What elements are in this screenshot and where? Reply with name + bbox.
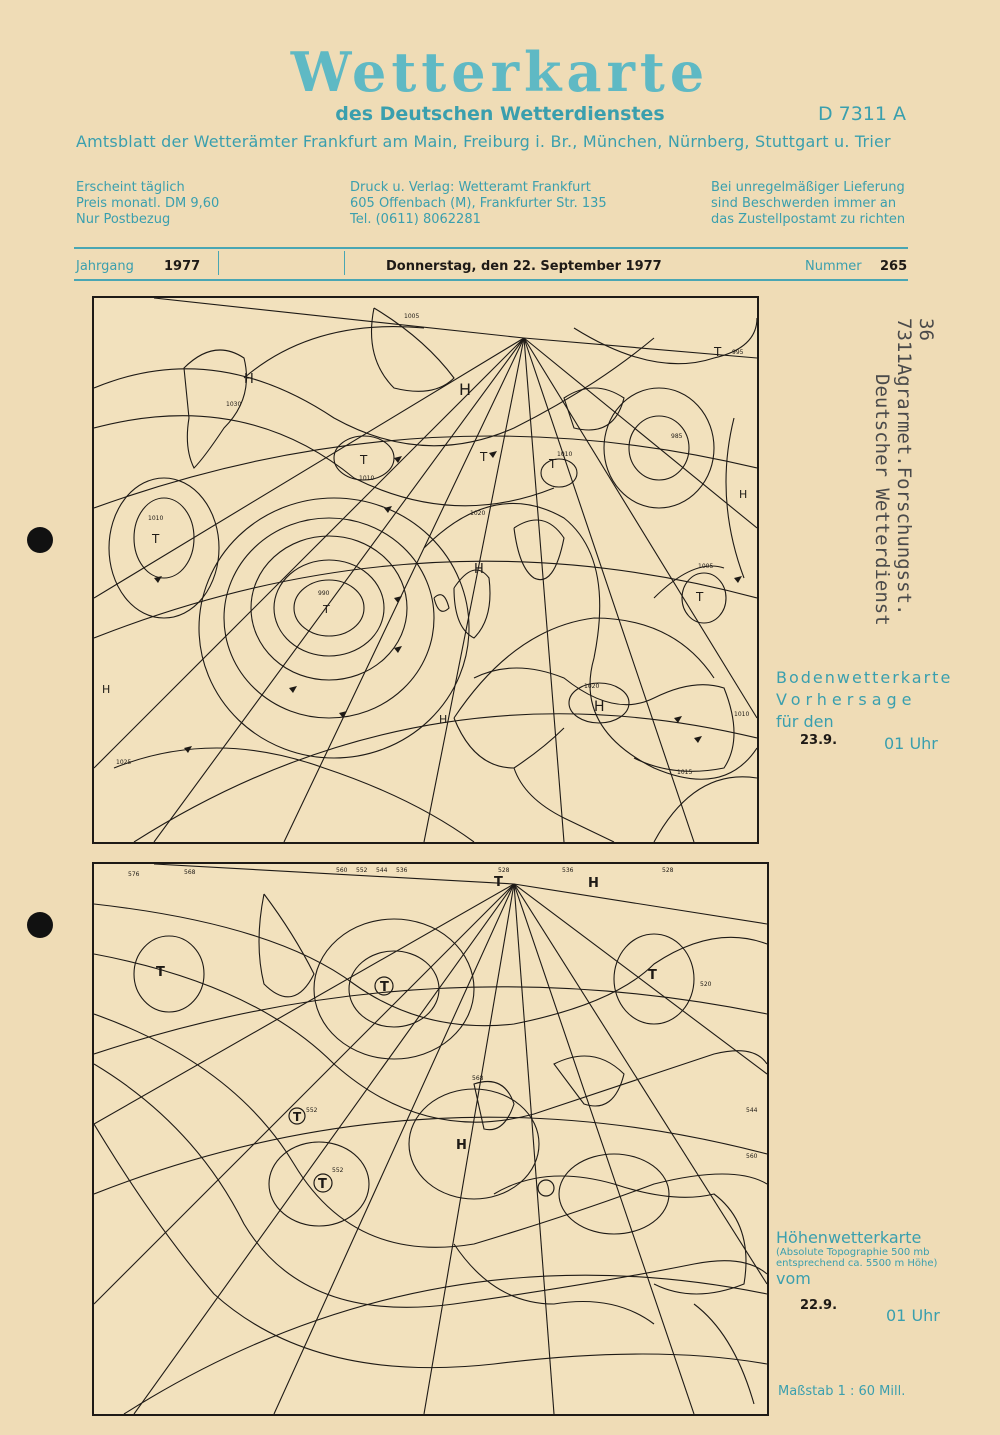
meta-divider	[218, 251, 219, 275]
punch-hole-bottom	[27, 912, 53, 938]
map1-label: T	[549, 457, 557, 471]
publisher-info-line: 605 Offenbach (M), Frankfurter Str. 135	[350, 196, 607, 211]
stamp-line: Deutscher Wetterdienst	[871, 374, 893, 626]
map2-number: 560	[746, 1153, 758, 1160]
surface-map-drawing	[94, 298, 757, 842]
surface-map-caption	[776, 667, 976, 733]
map2-number: 568	[184, 869, 196, 876]
map2-label: T	[293, 1110, 302, 1124]
map2-number: 544	[746, 1107, 758, 1114]
nummer-label: Nummer	[805, 259, 862, 274]
map1-number: 995	[732, 349, 744, 356]
publisher-info-line: Druck u. Verlag: Wetteramt Frankfurt	[350, 180, 591, 195]
surface-weather-map	[92, 296, 759, 844]
caption-line: entsprechend ca. 5500 m Höhe)	[776, 1258, 938, 1269]
map1-label: T	[696, 590, 704, 604]
map1-number: 1020	[470, 510, 486, 517]
caption-line: Bodenwetterkarte	[776, 668, 953, 687]
delivery-info-line: das Zustellpostamt zu richten	[711, 212, 906, 227]
map2-number: 552	[306, 1107, 318, 1114]
map1-number: 1010	[734, 711, 750, 718]
map1-label: T	[714, 345, 722, 359]
map2-label: T	[494, 875, 503, 890]
map2-number: 536	[562, 867, 574, 874]
masthead-title: Wetterkarte	[290, 40, 710, 104]
map1-number: 1025	[116, 759, 132, 766]
caption-line: Vorhersage	[776, 690, 917, 709]
nummer-value: 265	[880, 259, 908, 274]
map2-number: 552	[356, 867, 368, 874]
map1-number: 1005	[698, 563, 714, 570]
publication-info-line: Erscheint täglich	[76, 180, 185, 195]
publication-info-line: Nur Postbezug	[76, 212, 171, 227]
publication-info-line: Preis monatl. DM 9,60	[76, 196, 220, 211]
map2-label: T	[318, 1177, 327, 1192]
map2-number: 528	[498, 867, 510, 874]
upper-air-map-time: 01 Uhr	[886, 1306, 940, 1325]
upper-air-map-date: 22.9.	[800, 1298, 838, 1313]
map2-label: T	[380, 980, 389, 995]
map1-number: 1020	[584, 683, 600, 690]
caption-line: für den	[776, 712, 834, 731]
map1-number: 1010	[359, 475, 375, 482]
publisher-info-line: Tel. (0611) 8062281	[350, 212, 481, 227]
delivery-info-line: Bei unregelmäßiger Lieferung	[711, 180, 905, 195]
map1-label: H	[439, 713, 448, 726]
delivery-info	[711, 180, 905, 228]
upper-air-map-caption	[776, 1228, 976, 1288]
map1-label: H	[459, 380, 472, 399]
header-rule-top	[74, 247, 908, 249]
masthead-subtitle: des Deutschen Wetterdienstes	[335, 103, 665, 125]
map2-number: 552	[332, 1167, 344, 1174]
map1-number: 985	[671, 433, 683, 440]
caption-line: vom	[776, 1269, 811, 1288]
delivery-info-line: sind Beschwerden immer an	[711, 196, 897, 211]
map2-label: H	[456, 1138, 467, 1153]
meta-divider	[344, 251, 345, 275]
caption-line: Höhenwetterkarte	[776, 1228, 922, 1247]
map2-number: 568	[472, 1075, 484, 1082]
publisher-info	[350, 180, 607, 228]
jahrgang-label: Jahrgang	[76, 259, 134, 274]
stamp-line: 36	[915, 318, 937, 341]
map2-number: 544	[376, 867, 388, 874]
map2-number: 520	[700, 981, 712, 988]
stamp-line: 7311Agrarmet.Forschungsst.	[893, 318, 915, 616]
map1-label: H	[594, 699, 605, 715]
map2-number: 536	[396, 867, 408, 874]
map2-number: 576	[128, 871, 140, 878]
map1-label: T	[360, 453, 368, 467]
map2-label: H	[588, 876, 599, 891]
document-number: D 7311 A	[817, 103, 906, 125]
publication-info	[76, 180, 219, 228]
map1-number: 1030	[226, 401, 242, 408]
map1-label: T	[152, 532, 160, 546]
map1-label: T	[480, 450, 488, 464]
issue-date: Donnerstag, den 22. September 1977	[386, 259, 662, 274]
map1-label: H	[244, 372, 254, 387]
map1-label: H	[102, 683, 111, 696]
map2-number: 560	[336, 867, 348, 874]
amtsblatt-line: Amtsblatt der Wetterämter Frankfurt am Main, Freiburg i. Br., München, Nürnberg, Stuttgart u. Trier	[76, 132, 891, 151]
map2-number: 528	[662, 867, 674, 874]
surface-map-date: 23.9.	[800, 733, 838, 748]
header-rule-bottom	[74, 279, 908, 281]
map-scale: Maßstab 1 : 60 Mill.	[778, 1384, 906, 1399]
map2-label: T	[156, 965, 165, 980]
map1-label: H	[474, 562, 484, 577]
caption-line: (Absolute Topographie 500 mb	[776, 1247, 930, 1258]
library-stamp	[871, 318, 937, 626]
upper-air-map-drawing	[94, 864, 767, 1414]
map1-number: 1010	[148, 515, 164, 522]
jahrgang-value: 1977	[164, 259, 201, 274]
upper-air-map	[92, 862, 769, 1416]
map1-label: H	[739, 488, 748, 501]
surface-map-time: 01 Uhr	[884, 734, 938, 753]
map1-number: 990	[318, 590, 330, 597]
map1-label: T	[323, 603, 330, 616]
punch-hole-top	[27, 527, 53, 553]
map1-number: 1015	[677, 769, 693, 776]
map2-label: T	[648, 968, 657, 983]
map1-number: 1010	[557, 451, 573, 458]
map1-number: 1005	[404, 313, 420, 320]
